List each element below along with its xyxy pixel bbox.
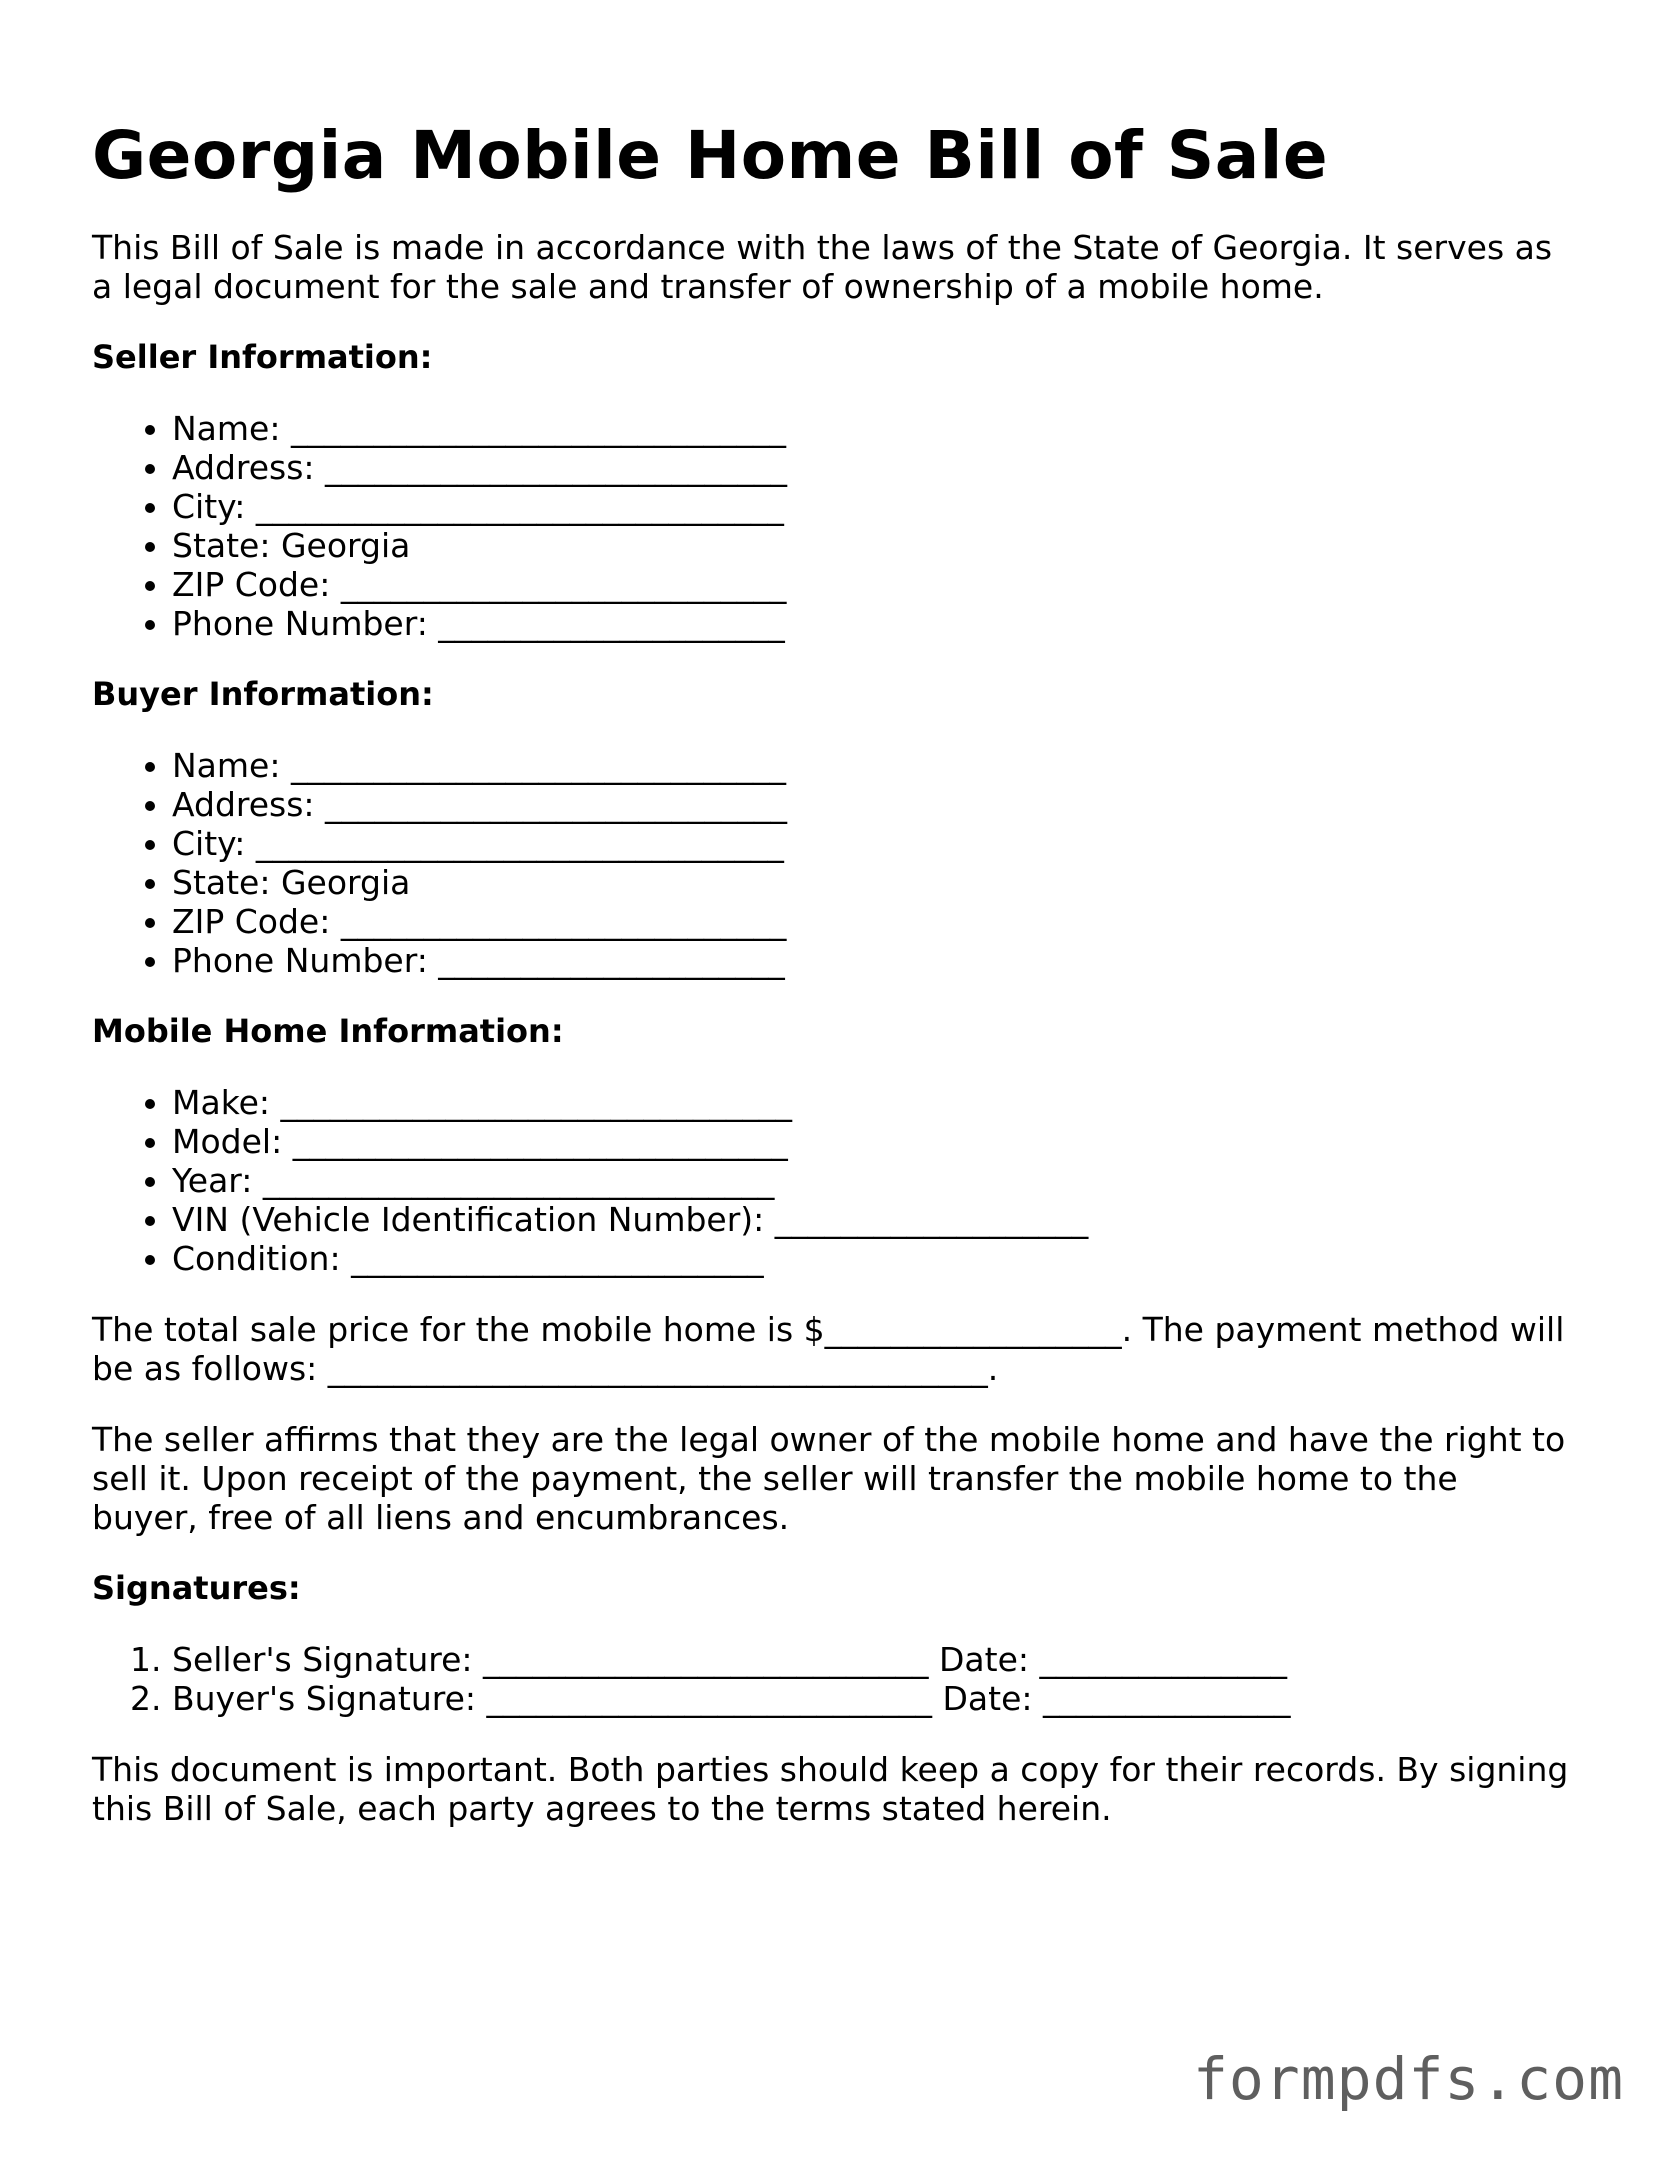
- mobile-home-heading: Mobile Home Information:: [92, 1012, 564, 1050]
- home-make-field: • Make: _______________________________: [172, 1083, 1592, 1122]
- buyer-city-field: • City: ________________________________: [172, 824, 1592, 863]
- signatures-list: [92, 1640, 1592, 1718]
- seller-list: [92, 409, 1592, 643]
- home-vin-field: • VIN (Vehicle Identification Number): ___________________: [172, 1200, 1592, 1239]
- buyer-list: [92, 746, 1592, 980]
- seller-city-field: • City: ________________________________: [172, 487, 1592, 526]
- affirmation-paragraph: The seller affirms that they are the legal owner of the mobile home and have the right to sell it. Upon receipt of the payment, the seller will transfer the mobile home to the buyer, free of all liens and encumbrances.: [92, 1420, 1566, 1537]
- closing-paragraph: This document is important. Both parties should keep a copy for their records. By signing this Bill of Sale, each party agrees to the terms stated herein.: [92, 1750, 1569, 1828]
- buyer-name-field: • Name: ______________________________: [172, 746, 1592, 785]
- intro-paragraph: This Bill of Sale is made in accordance with the laws of the State of Georgia. It serves as a legal document for the sale and transfer of ownership of a mobile home.: [92, 228, 1553, 306]
- buyer-heading: Buyer Information:: [92, 675, 434, 713]
- seller-address-field: • Address: ____________________________: [172, 448, 1592, 487]
- document-body: [92, 116, 1592, 1860]
- buyer-signature-line: 2. Buyer's Signature: ___________________________ Date: _______________: [172, 1679, 1592, 1718]
- buyer-phone-field: • Phone Number: _____________________: [172, 941, 1592, 980]
- buyer-zip-field: • ZIP Code: ___________________________: [172, 902, 1592, 941]
- seller-signature-line: 1. Seller's Signature: ___________________________ Date: _______________: [172, 1640, 1592, 1679]
- mobile-home-list: [92, 1083, 1592, 1278]
- buyer-address-field: • Address: ____________________________: [172, 785, 1592, 824]
- document-title: Georgia Mobile Home Bill of Sale: [92, 117, 1329, 194]
- watermark-logo: formpdfs.com: [1192, 2045, 1624, 2113]
- seller-phone-field: • Phone Number: _____________________: [172, 604, 1592, 643]
- seller-zip-field: • ZIP Code: ___________________________: [172, 565, 1592, 604]
- seller-heading: Seller Information:: [92, 338, 433, 376]
- home-model-field: • Model: ______________________________: [172, 1122, 1592, 1161]
- home-condition-field: • Condition: _________________________: [172, 1239, 1592, 1278]
- seller-state-field: • State: Georgia: [172, 526, 1592, 565]
- price-paragraph: The total sale price for the mobile home is $__________________. The payment method will be as follows: ________________________________________.: [92, 1310, 1565, 1388]
- buyer-state-field: • State: Georgia: [172, 863, 1592, 902]
- home-year-field: • Year: _______________________________: [172, 1161, 1592, 1200]
- seller-name-field: • Name: ______________________________: [172, 409, 1592, 448]
- signatures-heading: Signatures:: [92, 1569, 301, 1607]
